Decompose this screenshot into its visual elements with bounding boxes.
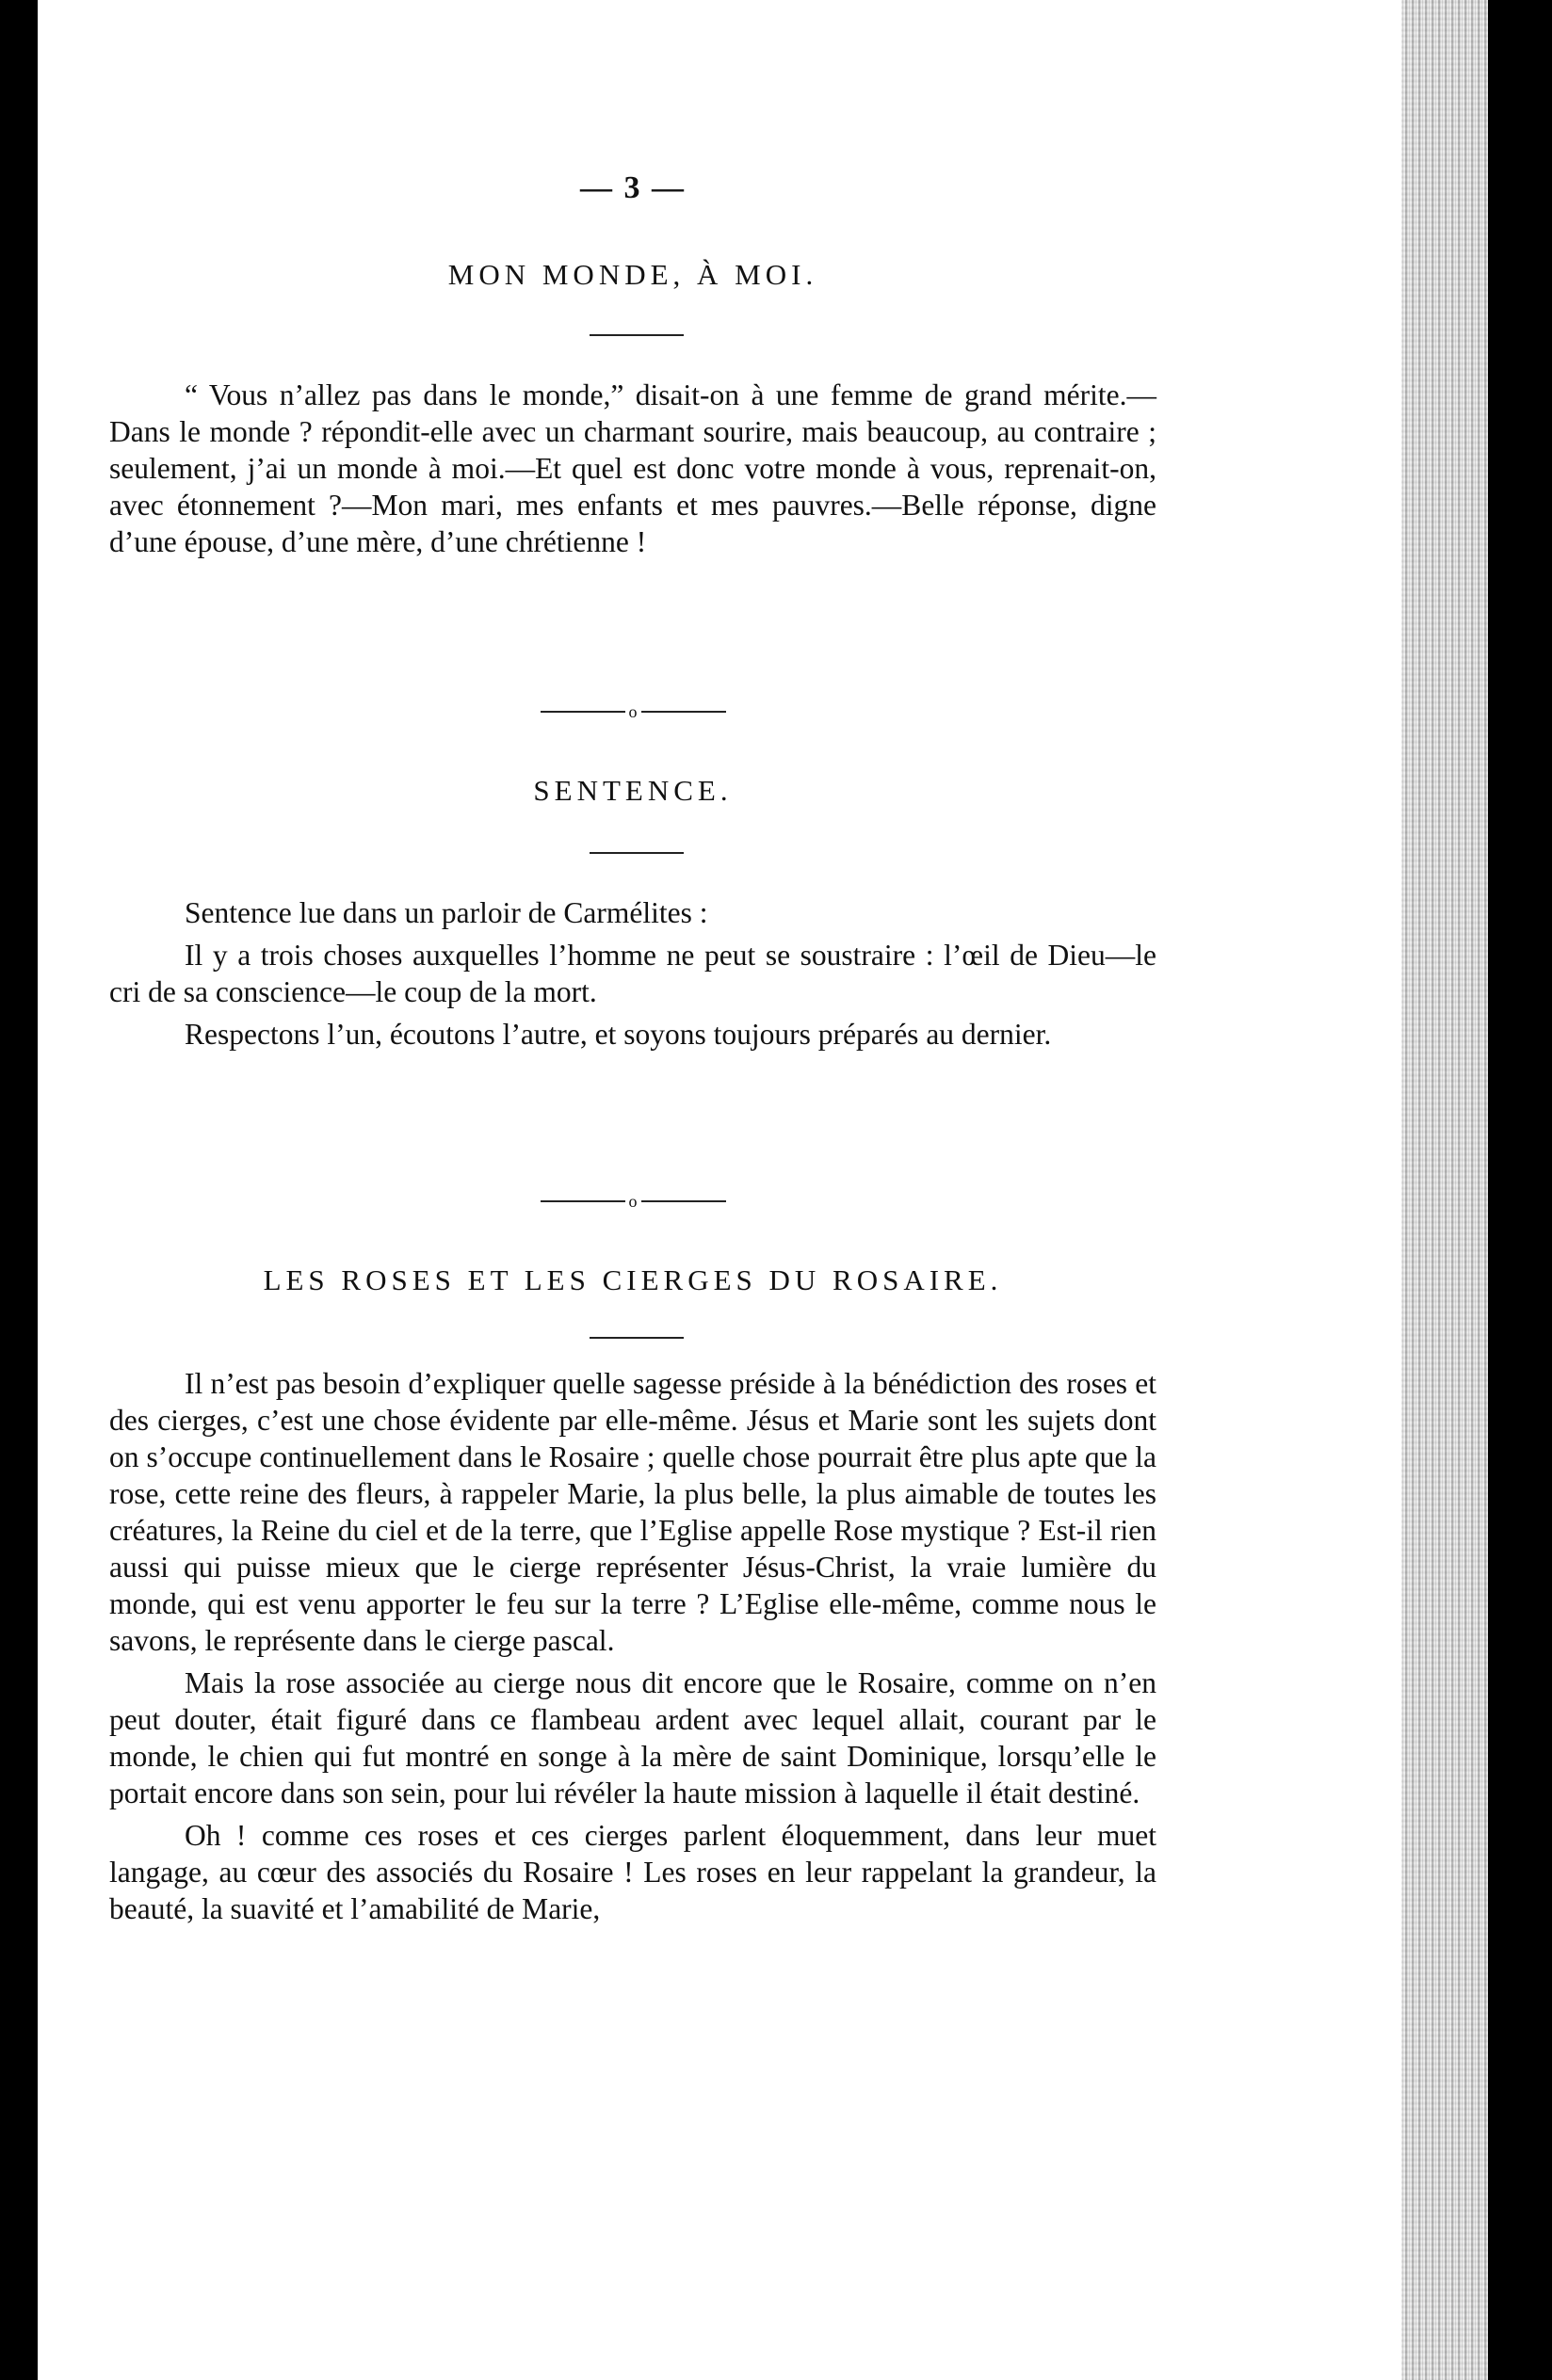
section-title-roses-cierges: LES ROSES ET LES CIERGES DU ROSAIRE. xyxy=(263,1263,1003,1296)
section-title-sentence: SENTENCE. xyxy=(533,774,733,807)
paragraph: “ Vous n’allez pas dans le monde,” disait-on à une femme de grand mérite.—Dans le monde ? répondit-elle avec un charmant sourire, mais beaucoup, au contraire ; seulement, j’ai un monde à moi.—Et quel est donc votre monde à vous, reprenait-on, avec étonnement ?—Mon mari, mes enfants et mes pauvres.—Belle réponse, digne d’une épouse, d’une mère, d’une chrétienne ! xyxy=(109,378,1156,558)
section-title-mon-monde: MON MONDE, À MOI. xyxy=(447,258,818,291)
paragraph: Respectons l’un, écoutons l’autre, et soyons toujours préparés au dernier. xyxy=(185,1018,1052,1051)
paragraph: Sentence lue dans un parloir de Carmélites : xyxy=(185,896,708,929)
title-underline xyxy=(590,852,684,854)
page-number: — 3 — xyxy=(580,170,686,205)
section-divider: o xyxy=(109,701,1156,720)
title-underline xyxy=(590,1337,684,1339)
paragraph: Mais la rose associée au cierge nous dit encore que le Rosaire, comme on n’en peut douter, était figuré dans ce flambeau ardent avec lequel allait, courant par le monde, le chien qui fut montré en songe à la mère de saint Dominique, lorsqu’elle le portait encore dans son sein, pour lui révéler la haute mission à laquelle il était destiné. xyxy=(109,1666,1156,1809)
section-mon-monde-body xyxy=(109,377,1156,560)
section-sentence-body xyxy=(109,894,1156,1053)
paragraph: Il y a trois choses auxquelles l’homme ne peut se soustraire : l’œil de Dieu—le cri de sa conscience—le coup de la mort. xyxy=(109,939,1156,1008)
section-roses-body xyxy=(109,1365,1156,1927)
paragraph: Oh ! comme ces roses et ces cierges parlent éloquemment, dans leur muet langage, au cœur des associés du Rosaire ! Les roses en leur rappelant la grandeur, la beauté, la suavité et l’amabilité de Marie, xyxy=(109,1819,1156,1925)
title-underline xyxy=(590,334,684,336)
paragraph: Il n’est pas besoin d’expliquer quelle sagesse préside à la bénédiction des roses et des cierges, c’est une chose évidente par elle-même. Jésus et Marie sont les sujets dont on s’occupe continuellement dans le Rosaire ; quelle chose pourrait être plus apte que la rose, cette reine des fleurs, à rappeler Marie, la plus belle, la plus aimable de toutes les créatures, la Reine du ciel et de la terre, que l’Eglise appelle Rose mystique ? Est-il rien aussi qui puisse mieux que le cierge représenter Jésus-Christ, la vraie lumière du monde, qui est venu apporter le feu sur la terre ? L’Eglise elle-même, comme nous le savons, le représente dans le cierge pascal. xyxy=(109,1367,1156,1657)
book-page xyxy=(38,0,1488,2380)
page-edge-texture xyxy=(1401,0,1488,2380)
section-divider: o xyxy=(109,1191,1156,1210)
